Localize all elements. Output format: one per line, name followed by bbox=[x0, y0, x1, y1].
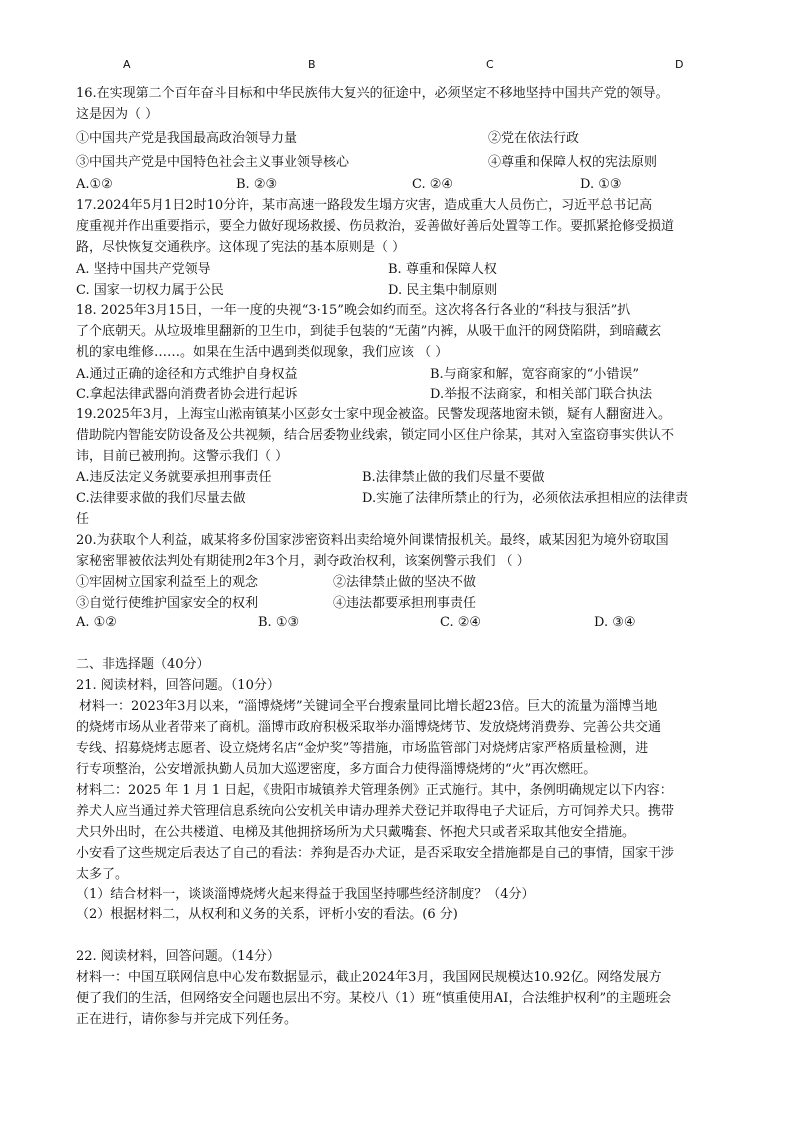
q17-option-d[interactable]: D. 民主集中制原则 bbox=[388, 283, 498, 298]
q21-material1-line: 的烧烤市场从业者带来了商机。淄博市政府积极采取举办淄博烧烤节、发放烧烤消费券、完善公共交通 bbox=[76, 720, 662, 735]
q17-stem-line: 度重视并作出重要指示，要全力做好现场救援、伤员救治，妥善做好善后处置等工作。要抓紧抢修受损道 bbox=[76, 219, 675, 234]
q20-option-a[interactable]: A. ①② bbox=[76, 615, 117, 630]
q20-option-b[interactable]: B. ①③ bbox=[258, 615, 300, 630]
q18-option-a[interactable]: A.通过正确的途径和方式维护自身权益 bbox=[76, 367, 298, 382]
q17-option-b[interactable]: B. 尊重和保障人权 bbox=[388, 262, 497, 277]
q20-statement-4: ④违法都要承担刑事责任 bbox=[333, 596, 477, 611]
q18-option-b[interactable]: B.与商家和解，宽容商家的“小错误” bbox=[430, 367, 639, 382]
q19-stem-line: 借助院内智能安防设备及公共视频，结合居委物业线索，锁定同小区住户徐某，其对入室盗窃事实供认不 bbox=[76, 428, 675, 443]
q18-stem-line: 了个底朝天。从垃圾堆里翻新的卫生巾，到徒手包装的“无菌”内裤，从吸干血汗的网贷陷阱，到暗藏玄 bbox=[76, 324, 662, 339]
q22-title: 22. 阅读材料，回答问题。（14分） bbox=[76, 949, 280, 964]
q21-material2-line: 小安看了这些规定后表达了自己的看法：养狗是否办犬证，是否采取安全措施都是自己的事情，国家干涉 bbox=[76, 846, 675, 861]
q17-option-c[interactable]: C. 国家一切权力属于公民 bbox=[76, 283, 224, 298]
q16-statement-1: ①中国共产党是我国最高政治领导力量 bbox=[76, 131, 298, 146]
answer-header-d: D bbox=[675, 58, 684, 71]
q17-stem-line: 路，尽快恢复交通秩序。这体现了宪法的基本原则是（ ） bbox=[76, 240, 406, 255]
q22-material1-line: 正在进行，请你参与并完成下列任务。 bbox=[76, 1012, 298, 1027]
q20-statement-1: ①牢固树立国家利益至上的观念 bbox=[76, 575, 259, 590]
answer-header-c: C bbox=[486, 58, 494, 71]
q16-option-d[interactable]: D. ①③ bbox=[580, 177, 622, 192]
q16-option-b[interactable]: B. ②③ bbox=[236, 177, 278, 192]
q21-title: 21. 阅读材料，回答问题。（10分） bbox=[76, 678, 280, 693]
q18-stem-line: 18. 2025年3月15日，一年一度的央视“3·15”晚会如约而至。这次将各行各业的“科技与狠活”扒 bbox=[76, 303, 631, 318]
q21-question-1: （1）结合材料一，谈谈淄博烧烤火起来得益于我国坚持哪些经济制度？（4分） bbox=[76, 887, 535, 902]
q18-stem-line: 机的家电维修……。如果在生活中遇到类似现象，我们应该 （ ） bbox=[76, 345, 449, 360]
q21-material1-line: 行专项整治，公安增派执勤人员加大巡逻密度，多方面合力使得淄博烧烤的“火”再次燃旺。 bbox=[76, 762, 597, 777]
q21-material2-line: 犬只外出时，在公共楼道、电梯及其他拥挤场所为犬只戴嘴套、怀抱犬只或者采取其他安全措施。 bbox=[76, 825, 636, 840]
answer-header-b: B bbox=[308, 58, 316, 71]
q19-stem-line: 19.2025年3月，上海宝山淞南镇某小区彭女士家中现金被盗。民警发现落地窗未锁，疑有人翻窗进入。 bbox=[76, 407, 672, 422]
q16-statement-2: ②党在依法行政 bbox=[488, 131, 580, 146]
section-title: 二、非选择题（40分） bbox=[76, 657, 210, 672]
q16-stem-line: 16.在实现第二个百年奋斗目标和中华民族伟大复兴的征途中，必须坚定不移地坚持中国共产党的领导。 bbox=[76, 86, 669, 101]
q21-material1-line: 专线、招募烧烤志愿者、设立烧烤名店“金炉奖”等措施，市场监管部门对烧烤店家严格质量检测，进 bbox=[76, 741, 649, 756]
q20-option-d[interactable]: D. ③④ bbox=[594, 615, 636, 630]
q20-option-c[interactable]: C. ②④ bbox=[440, 615, 482, 630]
q16-statement-4: ④尊重和保障人权的宪法原则 bbox=[488, 155, 658, 170]
q21-material2-line: 太多了。 bbox=[76, 867, 129, 882]
q20-statement-2: ②法律禁止做的坚决不做 bbox=[333, 575, 477, 590]
q17-stem-line: 17.2024年5月1日2时10分许，某市高速一路段发生塌方灾害，造成重大人员伤亡，习近平总书记高 bbox=[76, 198, 653, 213]
q20-stem-line: 20.为获取个人利益，戚某将多份国家涉密资料出卖给境外间谍情报机关。最终，戚某因犯为境外窃取国 bbox=[76, 533, 669, 548]
q21-question-2: （2）根据材料二，从权利和义务的关系，评析小安的看法。(6 分) bbox=[76, 907, 458, 922]
q16-option-a[interactable]: A.①② bbox=[76, 177, 113, 192]
q17-option-a[interactable]: A. 坚持中国共产党领导 bbox=[76, 262, 211, 277]
q19-option-a[interactable]: A.违反法定义务就要承担刑事责任 bbox=[76, 470, 272, 485]
q20-stem-line: 家秘密罪被依法判处有期徒刑2年3个月，剥夺政治权利，该案例警示我们 （ ） bbox=[76, 554, 530, 569]
q21-material2-line: 材料二：2025 年 1 月 1 日起，《贵阳市城镇养犬管理条例》正式施行。其中，条例明确规定以下内容： bbox=[76, 783, 673, 798]
q19-stem-line: 讳，目前已被刑拘。这警示我们（ ） bbox=[76, 449, 289, 464]
q19-option-d-continued: 任 bbox=[76, 512, 90, 527]
answer-header-a: A bbox=[123, 58, 131, 71]
q19-option-c[interactable]: C.法律要求做的我们尽量去做 bbox=[76, 491, 246, 506]
q18-option-c[interactable]: C.拿起法律武器向消费者协会进行起诉 bbox=[76, 387, 298, 402]
q21-material2-line: 养犬人应当通过养犬管理信息系统向公安机关申请办理养犬登记并取得电子犬证后，方可饲养犬只。携带 bbox=[76, 804, 675, 819]
q16-stem-line: 这是因为（ ） bbox=[76, 107, 159, 122]
q20-statement-3: ③自觉行使维护国家安全的权利 bbox=[76, 596, 259, 611]
q21-material1-line: 材料一：2023年3月以来，“淄博烧烤”关键词全平台搜索量同比增长超23倍。巨大的流量为淄博当地 bbox=[79, 699, 658, 714]
q22-material1-line: 便了我们的生活，但网络安全问题也层出不穷。某校八（1）班“慎重使用AI，合法维护权利”的主题班会 bbox=[76, 991, 672, 1006]
q16-statement-3: ③中国共产党是中国特色社会主义事业领导核心 bbox=[76, 155, 350, 170]
q16-option-c[interactable]: C. ②④ bbox=[412, 177, 454, 192]
q19-option-d[interactable]: D.实施了法律所禁止的行为，必须依法承担相应的法律责 bbox=[362, 491, 689, 506]
q18-option-d[interactable]: D.举报不法商家，和相关部门联合执法 bbox=[430, 387, 653, 402]
q19-option-b[interactable]: B.法律禁止做的我们尽量不要做 bbox=[362, 470, 545, 485]
q22-material1-line: 材料一：中国互联网信息中心发布数据显示，截止2024年3月，我国网民规模达10.92亿。网络发展方 bbox=[76, 970, 662, 985]
